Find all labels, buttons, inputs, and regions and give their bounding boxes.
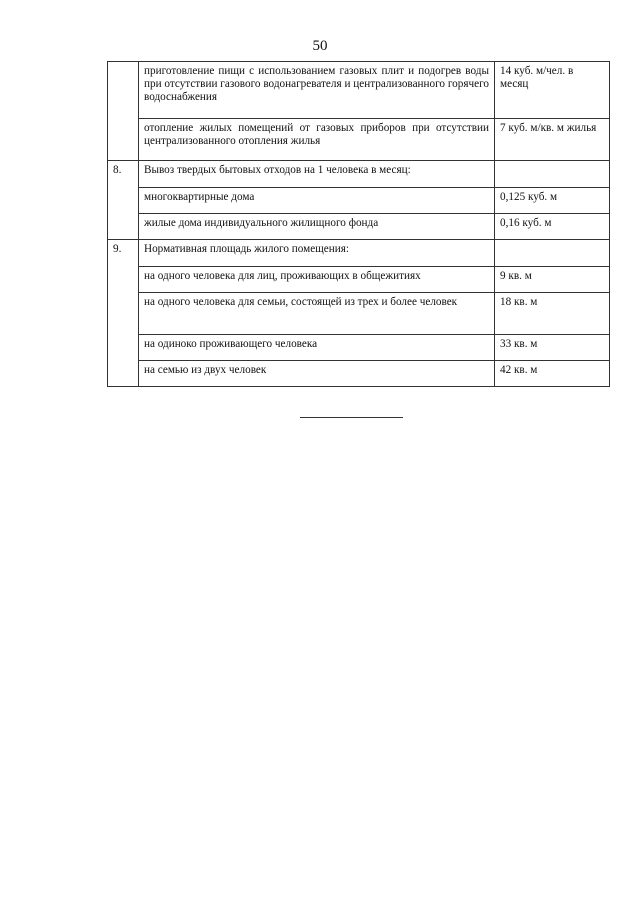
- page-number: 50: [312, 38, 328, 54]
- end-divider: [300, 417, 403, 418]
- row-description: приготовление пищи с использованием газовых плит и подогрев воды при отсутствии газового водонагревателя и централизованного горячего водоснабжения: [139, 62, 495, 119]
- row-value: [495, 161, 610, 188]
- row-number-cell: 8.: [108, 161, 139, 240]
- row-description: отопление жилых помещений от газовых приборов при отсутствии централизованного отопления жилья: [139, 119, 495, 161]
- row-description: многоквартирные дома: [139, 188, 495, 214]
- row-value: 33 кв. м: [495, 335, 610, 361]
- row-description: на одного человека для лиц, проживающих в общежитиях: [139, 267, 495, 293]
- row-description: Вывоз твердых бытовых отходов на 1 человека в месяц:: [139, 161, 495, 188]
- table-row: [108, 62, 610, 119]
- row-value: 9 кв. м: [495, 267, 610, 293]
- row-description: Нормативная площадь жилого помещения:: [139, 240, 495, 267]
- table-row: [108, 188, 610, 214]
- row-number-cell: [108, 62, 139, 161]
- table-row: [108, 214, 610, 240]
- row-value: 0,16 куб. м: [495, 214, 610, 240]
- row-description: на семью из двух человек: [139, 361, 495, 387]
- row-value: [495, 240, 610, 267]
- table-row: [108, 161, 610, 188]
- table-row: [108, 119, 610, 161]
- row-description: на одиноко проживающего человека: [139, 335, 495, 361]
- table-row: [108, 267, 610, 293]
- row-value: 14 куб. м/чел. в месяц: [495, 62, 610, 119]
- table-row: [108, 335, 610, 361]
- row-value: 7 куб. м/кв. м жилья: [495, 119, 610, 161]
- table-row: [108, 361, 610, 387]
- table-row: [108, 240, 610, 267]
- norms-table: [107, 61, 610, 387]
- row-value: 42 кв. м: [495, 361, 610, 387]
- row-value: 18 кв. м: [495, 293, 610, 335]
- row-description: на одного человека для семьи, состоящей из трех и более человек: [139, 293, 495, 335]
- row-description: жилые дома индивидуального жилищного фонда: [139, 214, 495, 240]
- row-value: 0,125 куб. м: [495, 188, 610, 214]
- row-number-cell: 9.: [108, 240, 139, 387]
- table-row: [108, 293, 610, 335]
